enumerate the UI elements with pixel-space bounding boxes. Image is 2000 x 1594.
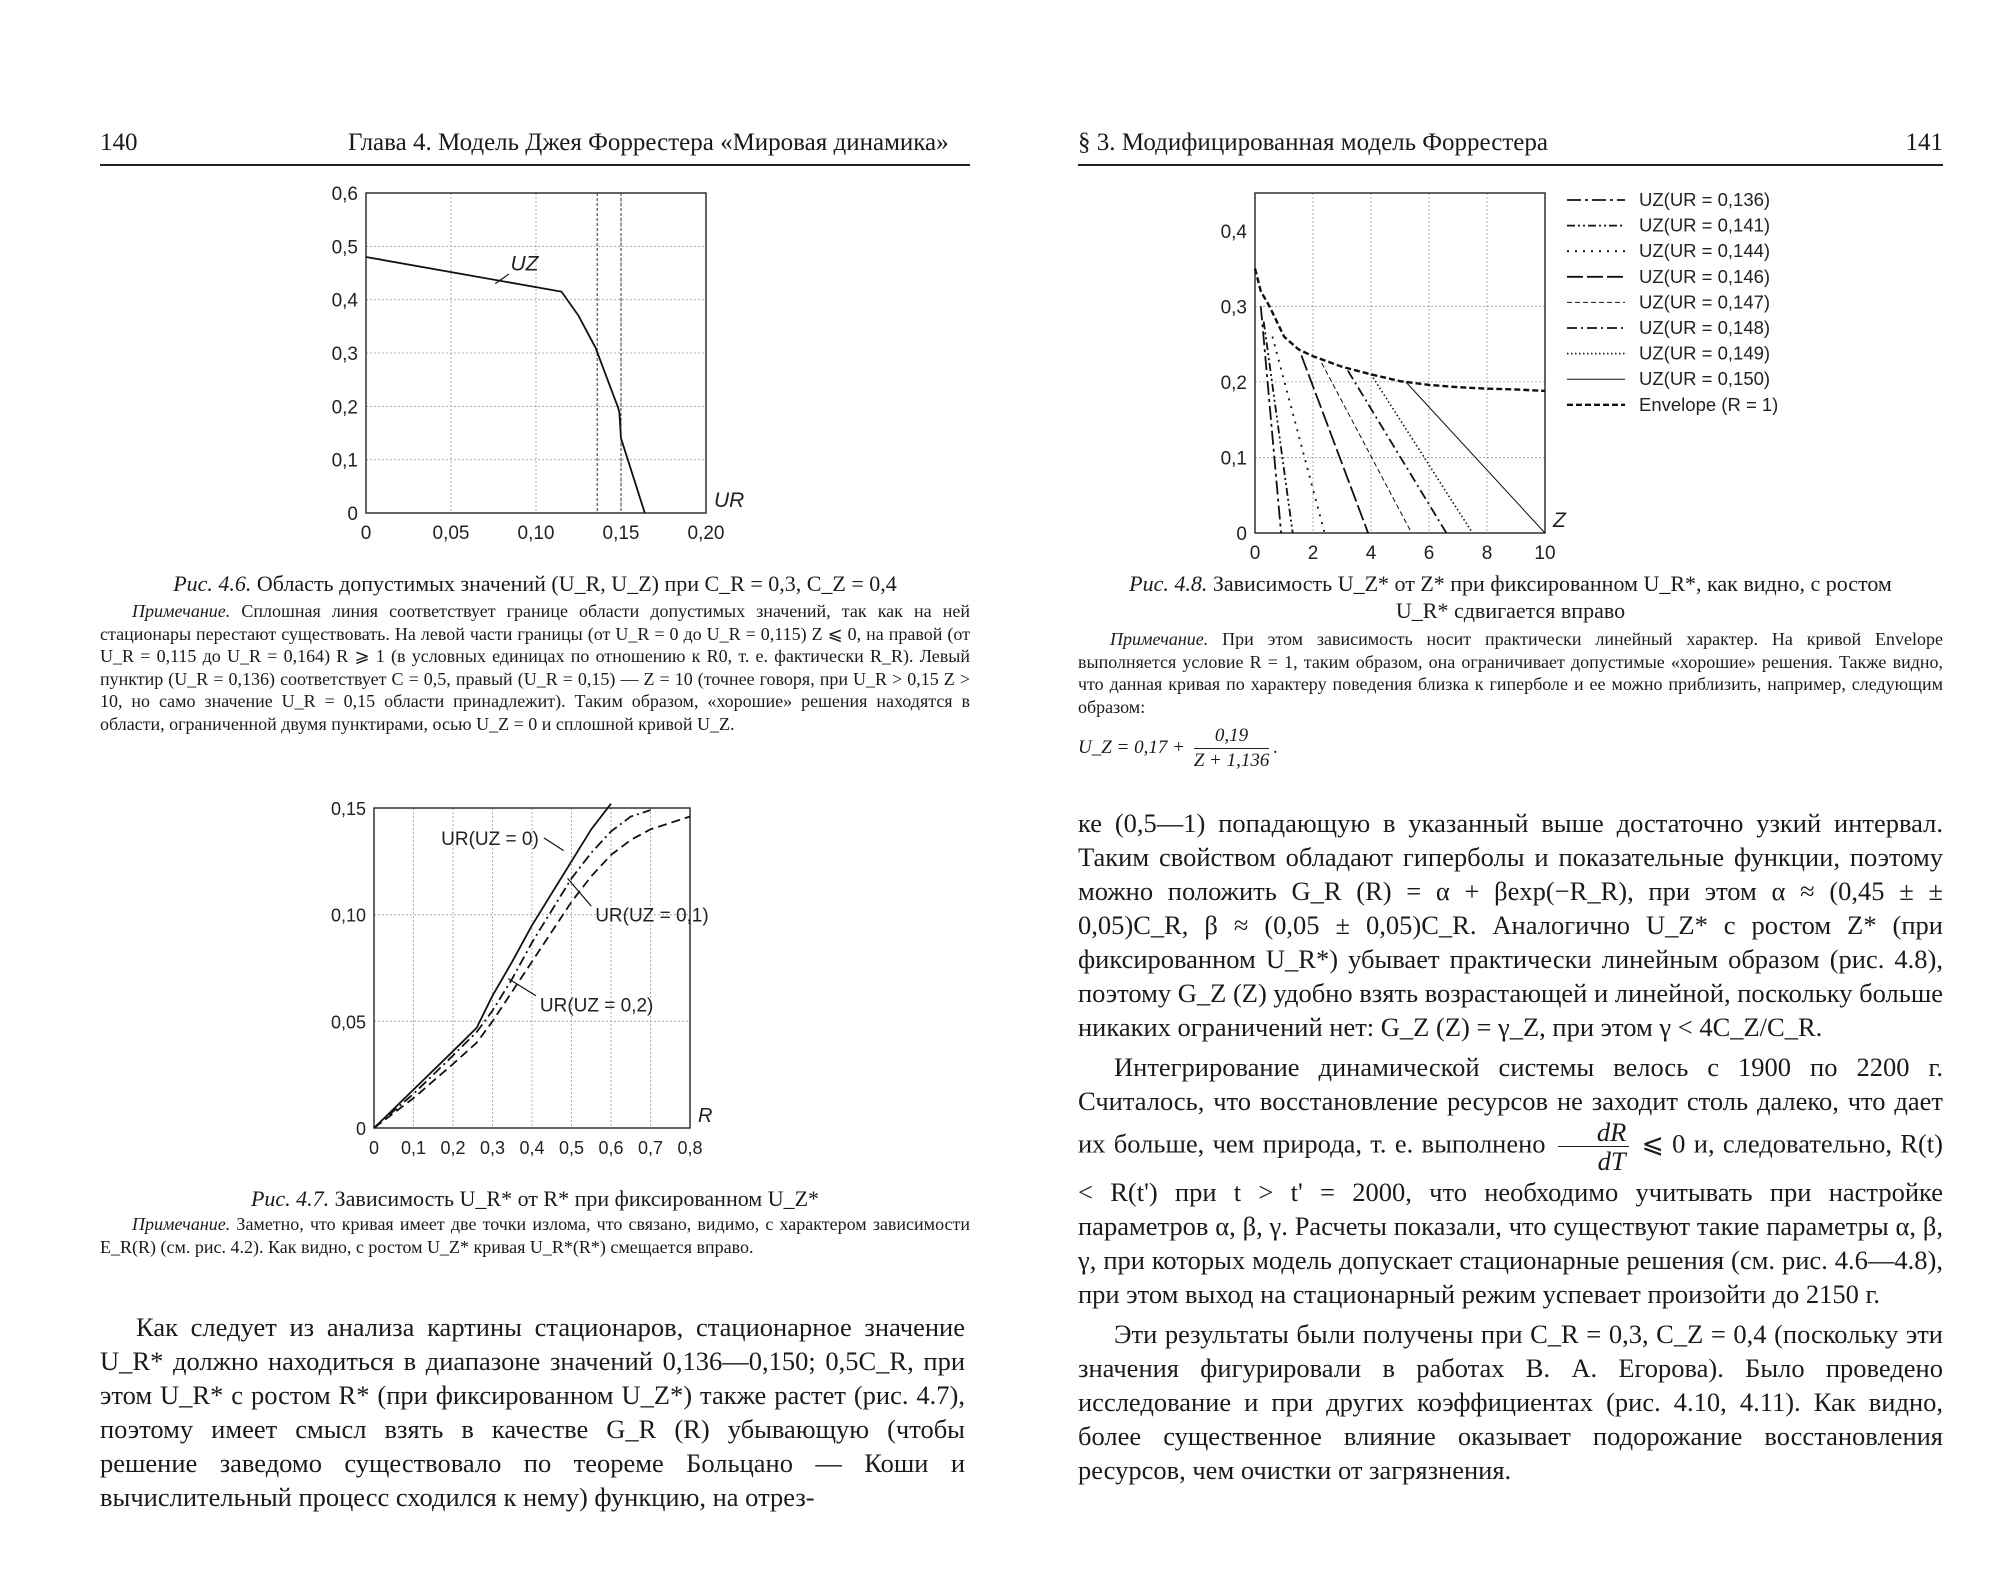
x-tick-label: 0,15 xyxy=(602,523,640,544)
y-tick-label: 0,10 xyxy=(330,905,366,926)
x-tick-label: 0,05 xyxy=(432,523,470,544)
x-tick-label: 0,1 xyxy=(400,1138,427,1158)
y-tick-label: 0,4 xyxy=(331,290,358,312)
series-label: UR(UZ = 0,1) xyxy=(595,905,709,927)
series-label: UZ xyxy=(510,252,539,276)
x-tick-label: 0,6 xyxy=(598,1138,624,1158)
right-running-head xyxy=(1078,128,1943,166)
figure-4-6-caption-text: Область допустимых значений (U_R, U_Z) при C_R = 0,3, C_Z = 0,4 xyxy=(256,571,897,596)
x-tick-label: 0 xyxy=(360,523,372,544)
right-body-paragraph-3: Эти результаты были получены при C_R = 0,3, C_Z = 0,4 (поскольку эти значения фигурировали в работах В. А. Егорова). Было проведено исследование и при других коэффициентах (рис. 4.10, 4.11). Как видно, более существенное влияние оказывает подорожание восстановления ресурсов, чем очистки от загрязнения. xyxy=(1078,1319,1943,1485)
legend-entry: UZ(UR = 0,147) xyxy=(1639,291,1771,313)
series-line xyxy=(374,810,651,1128)
figure-4-6-chart xyxy=(310,180,750,560)
formula-fraction xyxy=(1194,724,1270,773)
legend-entry: UZ(UR = 0,136) xyxy=(1639,189,1771,210)
y-tick-label: 0,4 xyxy=(1220,221,1247,243)
series-label: UR(UZ = 0) xyxy=(441,828,539,850)
right-running-title: § 3. Модифицированная модель Форрестера xyxy=(1078,129,1548,156)
right-body-text xyxy=(1078,806,1943,1487)
y-tick-label: 0,3 xyxy=(1220,297,1247,319)
legend-entry: Envelope (R = 1) xyxy=(1639,393,1779,415)
y-tick-label: 0,15 xyxy=(330,799,366,819)
x-axis-label: Z xyxy=(1553,509,1566,532)
figure-4-8-caption xyxy=(1078,570,1943,624)
y-tick-label: 0 xyxy=(347,504,358,525)
x-tick-label: 0,4 xyxy=(519,1138,545,1158)
y-tick-label: 0 xyxy=(1236,524,1247,545)
plot-frame xyxy=(1255,193,1545,533)
right-body-paragraph-2-b: ⩽ 0 и, следовательно, R(t) < R(t') при t > t' = 2000, что необходимо учитывать при настройке параметров α, β, γ. Расчеты показали, что существуют такие параметры α, β, γ, при которых модель допускает стационарные решения (см. рис. 4.6—4.8), при этом выход на стационарный режим успевает произойти до 2150 г. xyxy=(1078,1128,1943,1309)
x-tick-label: 4 xyxy=(1365,543,1377,564)
dr-dt-numerator: dR xyxy=(1558,1118,1629,1147)
left-running-title: Глава 4. Модель Джея Форрестера «Мировая динамика» xyxy=(348,129,949,156)
figure-4-6-caption-label: Рис. 4.6. xyxy=(173,571,252,596)
figure-4-8-caption-text-2: U_R* сдвигается вправо xyxy=(1395,598,1626,623)
figure-4-6-note-text: Сплошная линия соответствует границе области допустимых значений, так как на ней стационары перестают существовать. На левой части границы (от U_R = 0 до U_R = 0,115) Z ⩽ 0, на правой (от U_R = 0,115 до U_R = 0,164) R ⩾ 1 (в условных единицах по отношению к R0, т. е. фактически R_R). Левый пунктир (U_R = 0,136) соответствует C = 0,5, правый (U_R = 0,15) — Z = 10 (точнее говоря, при U_R > 0,15 Z > 10, но само значение U_R = 0,15 области принадлежит). Таким образом, «хорошие» решения находятся в области, ограниченной двумя пунктирами, осью U_Z = 0 и сплошной кривой U_Z. xyxy=(100,601,970,734)
y-tick-label: 0 xyxy=(355,1119,366,1139)
series-line xyxy=(1261,306,1281,533)
series-label: UR(UZ = 0,2) xyxy=(539,995,654,1017)
series-line xyxy=(1371,374,1473,533)
legend-entry: UZ(UR = 0,141) xyxy=(1639,214,1771,236)
y-tick-label: 0,5 xyxy=(331,237,358,259)
left-running-head xyxy=(100,128,970,166)
left-page-number: 140 xyxy=(100,129,138,156)
left-body-text xyxy=(100,1310,965,1514)
figure-4-8-chart xyxy=(1195,180,1835,564)
series-line xyxy=(1348,371,1447,533)
series-line xyxy=(366,257,645,513)
figure-4-7-note-text: Заметно, что кривая имеет две точки излома, что связано, видимо, с характером зависимости E_R(R) (см. рис. 4.2). Как видно, с ростом U_Z* кривая U_R*(R*) смещается вправо. xyxy=(100,1214,971,1257)
formula-numerator: 0,19 xyxy=(1194,724,1270,749)
x-axis-label: R xyxy=(698,1105,713,1127)
legend-entry: UZ(UR = 0,148) xyxy=(1639,317,1771,338)
y-tick-label: 0,05 xyxy=(330,1012,366,1033)
figure-4-7-chart xyxy=(310,790,750,1170)
right-page-number: 141 xyxy=(1905,129,1943,156)
y-tick-label: 0,6 xyxy=(331,184,358,205)
figure-4-6-note xyxy=(100,600,970,735)
dr-dt-denominator: dT xyxy=(1597,1146,1626,1176)
x-tick-label: 0,7 xyxy=(637,1138,664,1158)
series-line xyxy=(1301,355,1368,533)
right-body-paragraph-1: ке (0,5—1) попадающую в указанный выше достаточно узкий интервал. Таким свойством обладают гиперболы и показательные функции, поэтому можно положить G_R (R) = α + βexp(−R_R), при этом α ≈ (0,45 ± ± 0,05)C_R, β ≈ (0,05 ± 0,05)C_R. Аналогично U_Z* с ростом Z* (при фиксированном U_R*) убывает практически линейным образом (рис. 4.8), поэтому G_Z (Z) удобно взять возрастающей и линейной, поскольку больше никаких ограничений нет: G_Z (Z) = γ_Z, при этом γ < 4C_Z/C_R. xyxy=(1078,808,1944,1042)
x-tick-label: 2 xyxy=(1307,543,1319,564)
x-tick-label: 0,8 xyxy=(677,1138,703,1158)
figure-4-7-note xyxy=(100,1213,970,1258)
x-tick-label: 0 xyxy=(368,1138,380,1158)
left-body-paragraph: Как следует из анализа картины стационаров, стационарное значение U_R* должно находиться в диапазоне значений 0,136—0,150; 0,5C_R, при этом U_R* с ростом R* (при фиксированном U_Z*) также растет (рис. 4.7), поэтому имеет смысл взять в качестве G_R (R) убывающую (чтобы решение заведомо существовало по теореме Больцано — Коши и вычислительный процесс сходился к нему) функцию, на отрез- xyxy=(100,1312,965,1512)
figure-4-7-caption-label: Рис. 4.7. xyxy=(250,1186,330,1211)
right-body-paragraph-2 xyxy=(1078,1050,1943,1311)
x-tick-label: 0,5 xyxy=(558,1138,585,1158)
right-page xyxy=(1000,0,2000,1594)
figure-4-7-note-label: Примечание. xyxy=(132,1214,231,1234)
series-line xyxy=(1322,363,1412,533)
formula-end: . xyxy=(1273,736,1279,758)
x-tick-label: 10 xyxy=(1534,543,1556,564)
envelope-formula xyxy=(1078,724,1278,773)
dr-dt-fraction xyxy=(1558,1118,1629,1175)
x-tick-label: 0,3 xyxy=(479,1138,506,1158)
formula-lhs: U_Z = 0,17 + xyxy=(1078,736,1185,758)
right-body-paragraph-2-a: Интегрирование динамической системы велось с 1900 по 2200 г. Считалось, что восстановление ресурсов не заходит столь далеко, что дает их больше, чем природа, т. е. выполнено xyxy=(1078,1052,1943,1159)
x-tick-label: 0 xyxy=(1249,543,1261,564)
x-tick-label: 0,2 xyxy=(440,1138,466,1158)
y-tick-label: 0,2 xyxy=(331,397,358,419)
y-tick-label: 0,2 xyxy=(1220,372,1247,394)
legend-entry: UZ(UR = 0,144) xyxy=(1639,240,1771,262)
figure-4-8-note-label: Примечание. xyxy=(1110,629,1209,649)
x-tick-label: 0,10 xyxy=(517,523,555,544)
figure-4-8-note-text: При этом зависимость носит практически линейный характер. На кривой Envelope выполняется условие R = 1, таким образом, она ограничивает допустимые «хорошие» решения. Также видно, что данная кривая по характеру поведения близка к гиперболе и ее можно приблизить, например, следующим образом: xyxy=(1078,629,1944,717)
y-tick-label: 0,1 xyxy=(1220,448,1247,470)
y-tick-label: 0,1 xyxy=(331,450,358,472)
figure-4-6-caption xyxy=(100,570,970,597)
legend-entry: UZ(UR = 0,149) xyxy=(1639,342,1771,364)
x-axis-label: UR xyxy=(714,489,745,512)
label-leader xyxy=(544,838,564,851)
x-tick-label: 6 xyxy=(1423,543,1435,564)
figure-4-8-caption-text-1: Зависимость U_Z* от Z* при фиксированном U_R*, как видно, с ростом xyxy=(1212,571,1892,596)
figure-4-8-caption-label: Рис. 4.8. xyxy=(1129,571,1208,596)
figure-4-8-note xyxy=(1078,628,1943,718)
legend-entry: UZ(UR = 0,146) xyxy=(1639,265,1771,287)
x-tick-label: 8 xyxy=(1481,543,1493,564)
series-line xyxy=(1255,269,1545,391)
legend-entry: UZ(UR = 0,150) xyxy=(1639,368,1771,390)
x-tick-label: 0,20 xyxy=(687,523,725,544)
figure-4-7-caption xyxy=(100,1185,970,1212)
formula-denominator: Z + 1,136 xyxy=(1193,750,1270,771)
y-tick-label: 0,3 xyxy=(331,344,358,365)
series-line xyxy=(1272,337,1324,533)
figure-4-7-caption-text: Зависимость U_R* от R* при фиксированном U_Z* xyxy=(334,1186,820,1211)
figure-4-6-note-label: Примечание. xyxy=(132,601,231,621)
